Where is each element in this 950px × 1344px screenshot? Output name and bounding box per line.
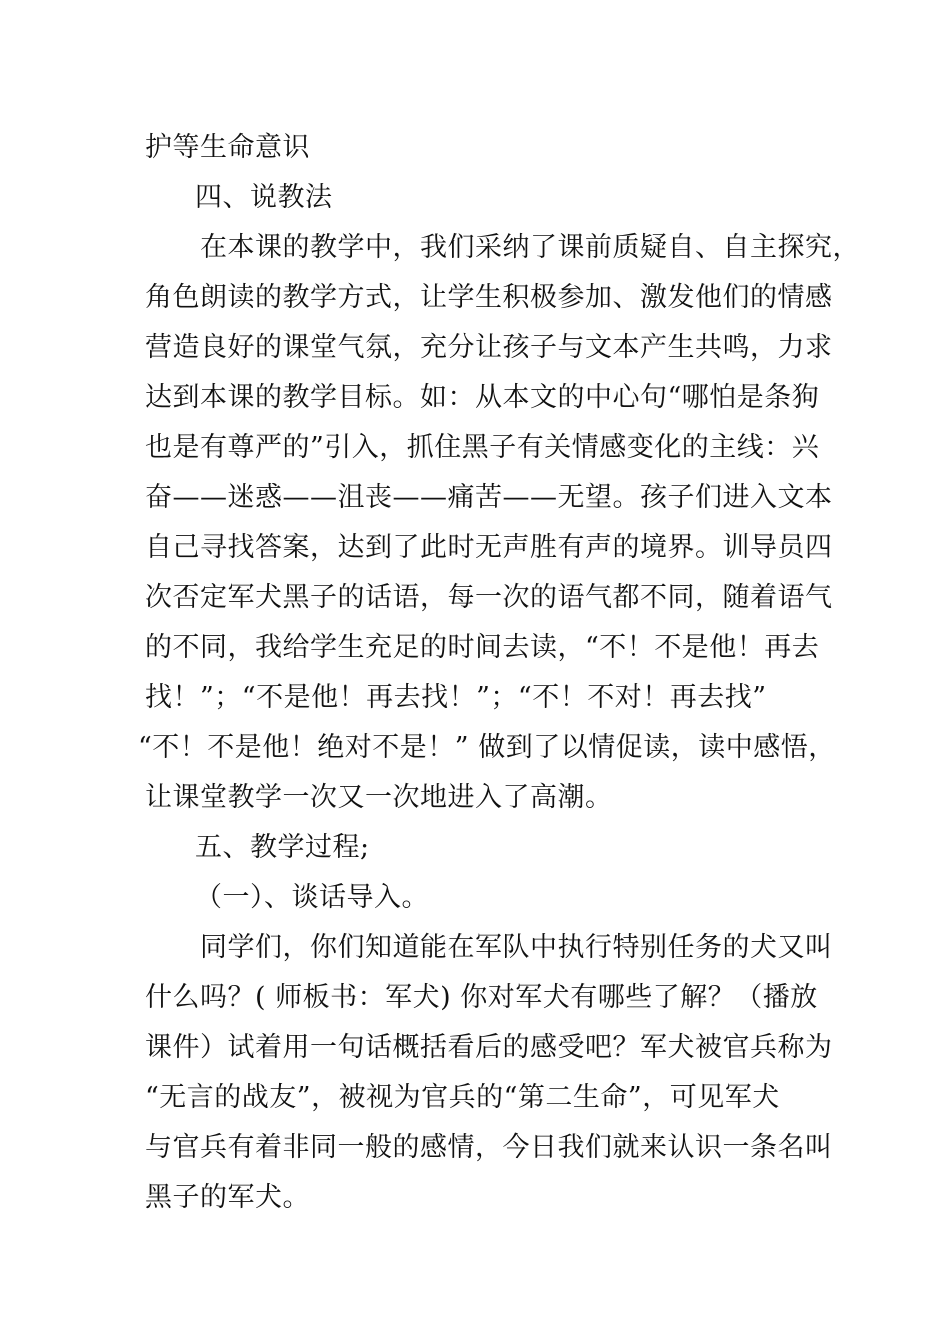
text-line: 同学们，你们知道能在军队中执行特别任务的犬又叫	[200, 932, 833, 963]
text-line: 在本课的教学中，我们采纳了课前质疑自、自主探究，	[200, 232, 860, 263]
text-line: “不！不是他！绝对不是！” 做到了以情促读，读中感悟，	[138, 732, 836, 763]
text-line: 找！”；“不是他！再去找！”；“不！不对！再去找”	[145, 682, 767, 713]
text-line: 也是有尊严的”引入，抓住黑子有关情感变化的主线：兴	[145, 432, 820, 463]
section-heading: 五、教学过程;	[195, 832, 370, 863]
text-line: 达到本课的教学目标。如：从本文的中心句“哪怕是条狗	[145, 382, 820, 413]
text-line: 护等生命意识	[145, 132, 310, 163]
section-heading: 四、说教法	[195, 182, 333, 213]
subsection-heading: （一）、谈话导入。	[195, 882, 429, 913]
text-line: “无言的战友”，被视为官兵的“第二生命”，可见军犬	[145, 1082, 780, 1113]
text-line: 自己寻找答案，达到了此时无声胜有声的境界。训导员四	[145, 532, 833, 563]
text-line: 次否定军犬黑子的话语，每一次的语气都不同，随着语气	[145, 582, 833, 613]
text-line: 什么吗？( 师板书：军犬) 你对军犬有哪些了解？（播放	[145, 982, 818, 1013]
text-line: 黑子的军犬。	[145, 1182, 310, 1213]
text-line: 营造良好的课堂气氛，充分让孩子与文本产生共鸣，力求	[145, 332, 833, 363]
text-line: 角色朗读的教学方式，让学生积极参加、激发他们的情感	[145, 282, 833, 313]
text-line: 的不同，我给学生充足的时间去读，“不！不是他！再去	[145, 632, 820, 663]
text-line: 课件）试着用一句话概括看后的感受吧？军犬被官兵称为	[145, 1032, 833, 1063]
text-line: 与官兵有着非同一般的感情，今日我们就来认识一条名叫	[145, 1132, 833, 1163]
text-line: 让课堂教学一次又一次地进入了高潮。	[145, 782, 613, 813]
text-line: 奋——迷惑——沮丧——痛苦——无望。孩子们进入文本	[145, 482, 833, 513]
